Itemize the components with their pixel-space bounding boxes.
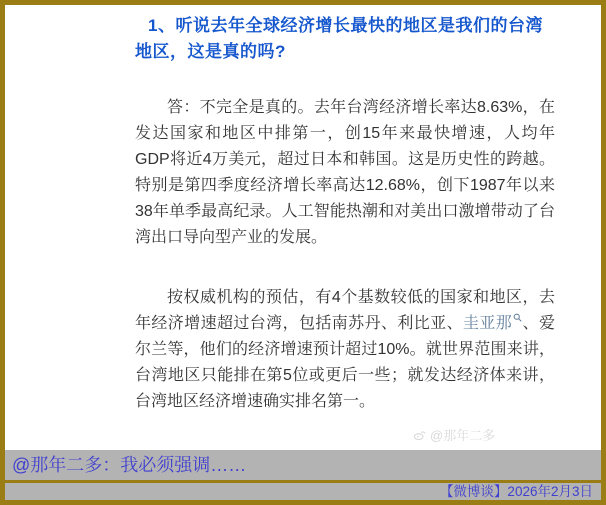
text-block xyxy=(135,13,555,450)
question-heading: 1、听说去年全球经济增长最快的地区是我们的台湾地区，这是真的吗? xyxy=(135,16,543,61)
weibo-logo-icon xyxy=(413,429,426,441)
paragraph-2-text-before: 按权威机构的预估，有4个基数较低的国家和地区，去年经济增速超过台湾，包括南苏丹、利比亚、 xyxy=(135,289,555,332)
paragraph-2-text-after: 、爱尔兰等，他们的经济增速预计超过10%。就世界范围来讲，台湾地区只能排在第5位或更后一些；就发达经济体来讲，台湾地区经济增速确实排名第一。 xyxy=(135,315,555,410)
answer-paragraph-2 xyxy=(135,285,555,415)
watermark xyxy=(413,425,495,444)
post-content xyxy=(5,5,601,450)
answer-paragraph-3-emphasized xyxy=(135,449,555,450)
answer-paragraph-1: 答：不完全是真的。去年台湾经济增长率达8.63%，在发达国家和地区中排第一，创15年来最快增速，人均年GDP将近4万美元，超过日本和韩国。这是历史性的跨越。特别是第四季度经济增长率高达12.68%，创下1987年以来38年单季最高纪录。人工智能热潮和对美出口激增带动了台湾出口导向型产业的发展。 xyxy=(135,99,555,246)
guyana-link-label: 圭亚那 xyxy=(462,315,513,332)
footer-quote-bar xyxy=(5,450,601,480)
watermark-label: @那年二多 xyxy=(430,428,496,443)
source-date-bar xyxy=(5,483,601,500)
guyana-search-link[interactable] xyxy=(463,315,522,332)
footer-quote-text: @那年二多：我必须强调…… xyxy=(12,455,247,475)
source-date-text: 【微博谈】2026年2月3日 xyxy=(439,484,593,499)
search-icon xyxy=(513,313,522,322)
